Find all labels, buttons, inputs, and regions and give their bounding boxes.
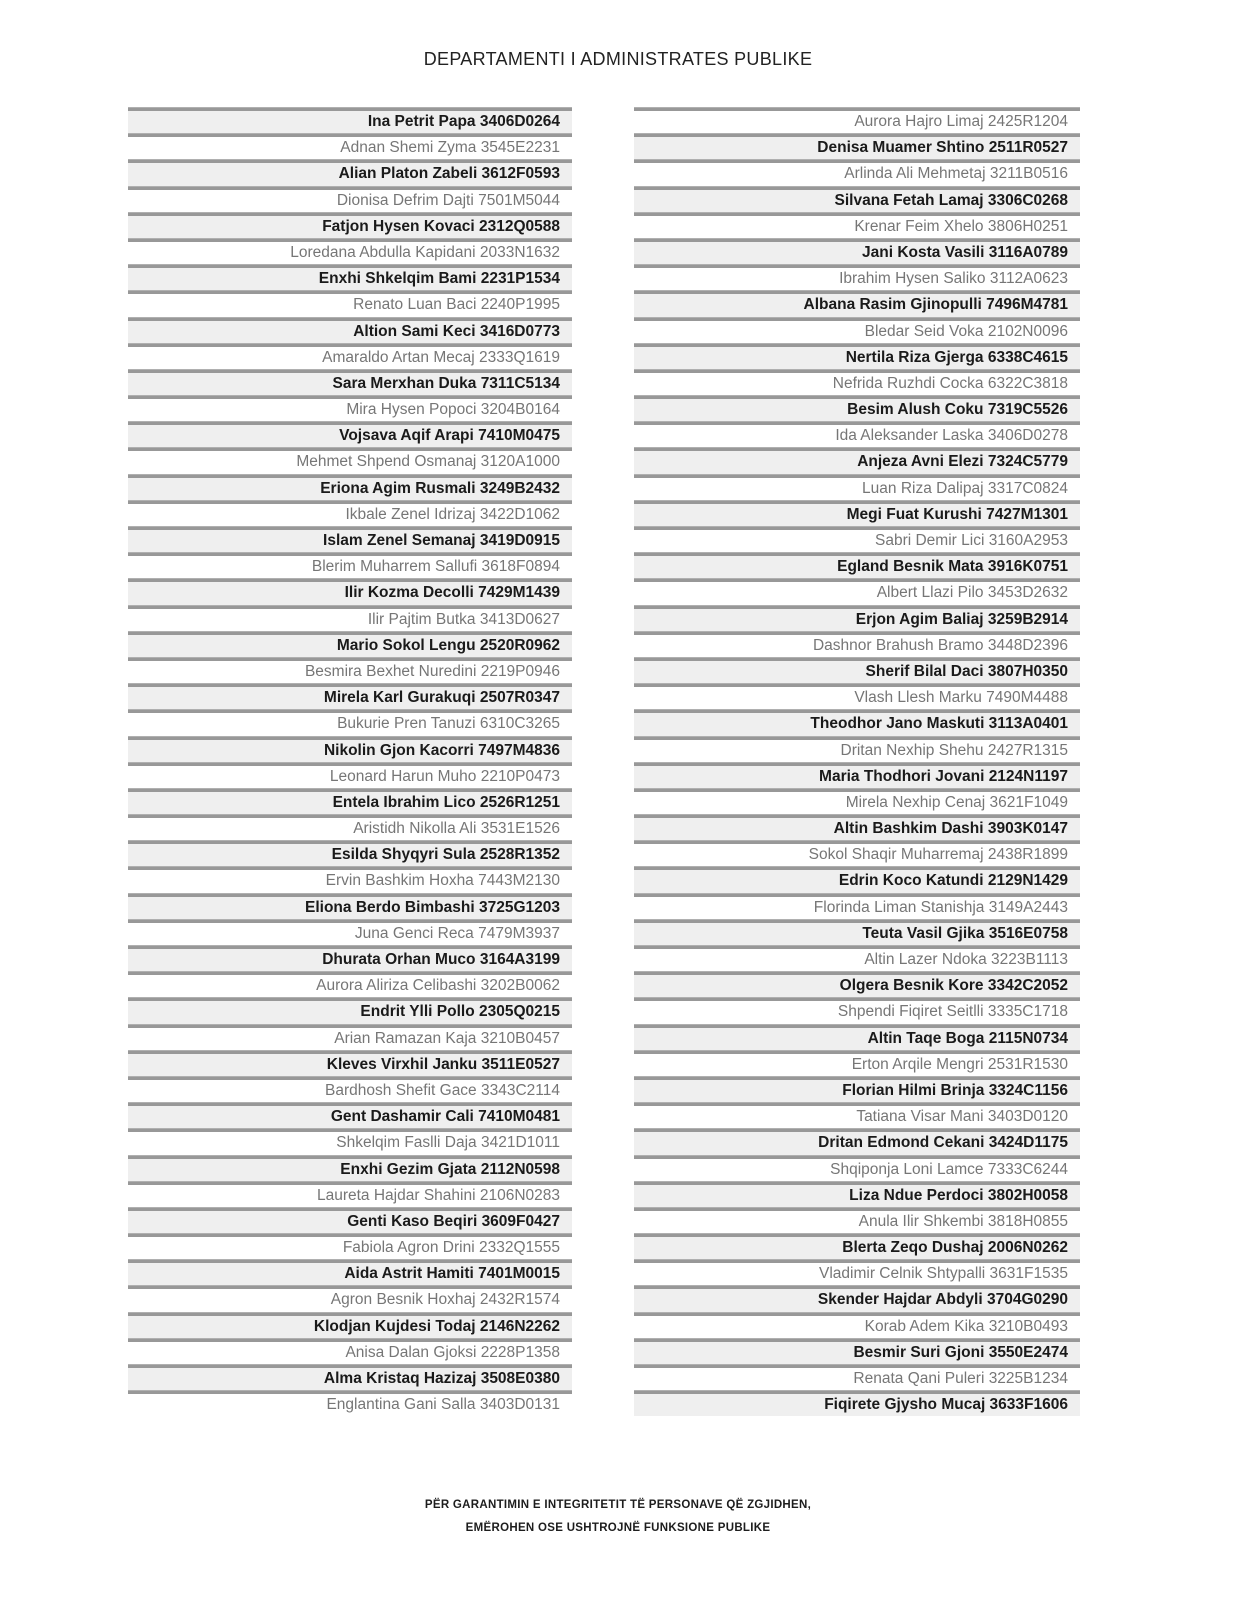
- list-item: Florinda Liman Stanishja 3149A2443: [634, 893, 1080, 919]
- list-item: Besim Alush Coku 7319C5526: [634, 395, 1080, 421]
- list-item: Vlash Llesh Marku 7490M4488: [634, 683, 1080, 709]
- list-item: Ilir Pajtim Butka 3413D0627: [128, 605, 572, 631]
- list-item: Arlinda Ali Mehmetaj 3211B0516: [634, 159, 1080, 185]
- list-item: Jani Kosta Vasili 3116A0789: [634, 238, 1080, 264]
- list-item: Dashnor Brahush Bramo 3448D2396: [634, 631, 1080, 657]
- list-item: Korab Adem Kika 3210B0493: [634, 1312, 1080, 1338]
- list-item: Altin Lazer Ndoka 3223B1113: [634, 945, 1080, 971]
- list-item: Ilir Kozma Decolli 7429M1439: [128, 578, 572, 604]
- list-item: Skender Hajdar Abdyli 3704G0290: [634, 1285, 1080, 1311]
- list-item: Dritan Edmond Cekani 3424D1175: [634, 1128, 1080, 1154]
- list-item: Mirela Karl Gurakuqi 2507R0347: [128, 683, 572, 709]
- list-item: Albana Rasim Gjinopulli 7496M4781: [634, 290, 1080, 316]
- footer-line-1: PËR GARANTIMIN E INTEGRITETIT TË PERSONAVE QË ZGJIDHEN,: [424, 1499, 812, 1511]
- list-item: Edrin Koco Katundi 2129N1429: [634, 866, 1080, 892]
- list-item: Teuta Vasil Gjika 3516E0758: [634, 919, 1080, 945]
- list-item: Luan Riza Dalipaj 3317C0824: [634, 474, 1080, 500]
- list-item: Ervin Bashkim Hoxha 7443M2130: [128, 866, 572, 892]
- list-item: Ina Petrit Papa 3406D0264: [128, 107, 572, 133]
- list-item: Nertila Riza Gjerga 6338C4615: [634, 343, 1080, 369]
- list-item: Gent Dashamir Cali 7410M0481: [128, 1102, 572, 1128]
- list-item: Blerta Zeqo Dushaj 2006N0262: [634, 1233, 1080, 1259]
- list-item: Anisa Dalan Gjoksi 2228P1358: [128, 1338, 572, 1364]
- list-item: Ibrahim Hysen Saliko 3112A0623: [634, 264, 1080, 290]
- list-item: Theodhor Jano Maskuti 3113A0401: [634, 709, 1080, 735]
- list-item: Mehmet Shpend Osmanaj 3120A1000: [128, 447, 572, 473]
- list-item: Amaraldo Artan Mecaj 2333Q1619: [128, 343, 572, 369]
- roster-column-right: [634, 107, 1080, 1416]
- list-item: Megi Fuat Kurushi 7427M1301: [634, 500, 1080, 526]
- list-item: Islam Zenel Semanaj 3419D0915: [128, 526, 572, 552]
- list-item: Aida Astrit Hamiti 7401M0015: [128, 1259, 572, 1285]
- list-item: Blerim Muharrem Sallufi 3618F0894: [128, 552, 572, 578]
- list-item: Tatiana Visar Mani 3403D0120: [634, 1102, 1080, 1128]
- list-item: Egland Besnik Mata 3916K0751: [634, 552, 1080, 578]
- page-footer: [0, 1494, 1236, 1540]
- list-item: Anula Ilir Shkembi 3818H0855: [634, 1207, 1080, 1233]
- list-item: Mirela Nexhip Cenaj 3621F1049: [634, 788, 1080, 814]
- list-item: Nikolin Gjon Kacorri 7497M4836: [128, 736, 572, 762]
- list-item: Arian Ramazan Kaja 3210B0457: [128, 1024, 572, 1050]
- list-item: Sokol Shaqir Muharremaj 2438R1899: [634, 840, 1080, 866]
- list-item: Besmir Suri Gjoni 3550E2474: [634, 1338, 1080, 1364]
- list-item: Sherif Bilal Daci 3807H0350: [634, 657, 1080, 683]
- list-item: Dhurata Orhan Muco 3164A3199: [128, 945, 572, 971]
- list-item: Vojsava Aqif Arapi 7410M0475: [128, 421, 572, 447]
- list-item: Dritan Nexhip Shehu 2427R1315: [634, 736, 1080, 762]
- list-item: Ida Aleksander Laska 3406D0278: [634, 421, 1080, 447]
- list-item: Krenar Feim Xhelo 3806H0251: [634, 212, 1080, 238]
- list-item: Albert Llazi Pilo 3453D2632: [634, 578, 1080, 604]
- list-item: Erton Arqile Mengri 2531R1530: [634, 1050, 1080, 1076]
- list-item: Klodjan Kujdesi Todaj 2146N2262: [128, 1312, 572, 1338]
- list-item: Denisa Muamer Shtino 2511R0527: [634, 133, 1080, 159]
- list-item: Vladimir Celnik Shtypalli 3631F1535: [634, 1259, 1080, 1285]
- list-item: Sabri Demir Lici 3160A2953: [634, 526, 1080, 552]
- list-item: Renata Qani Puleri 3225B1234: [634, 1364, 1080, 1390]
- list-item: Mira Hysen Popoci 3204B0164: [128, 395, 572, 421]
- list-item: Dionisa Defrim Dajti 7501M5044: [128, 186, 572, 212]
- list-item: Aristidh Nikolla Ali 3531E1526: [128, 814, 572, 840]
- list-item: Altion Sami Keci 3416D0773: [128, 317, 572, 343]
- list-item: Mario Sokol Lengu 2520R0962: [128, 631, 572, 657]
- roster: [128, 107, 1080, 1416]
- list-item: Entela Ibrahim Lico 2526R1251: [128, 788, 572, 814]
- list-item: Laureta Hajdar Shahini 2106N0283: [128, 1181, 572, 1207]
- list-item: Anjeza Avni Elezi 7324C5779: [634, 447, 1080, 473]
- list-item: Renato Luan Baci 2240P1995: [128, 290, 572, 316]
- list-item: Alian Platon Zabeli 3612F0593: [128, 159, 572, 185]
- list-item: Altin Bashkim Dashi 3903K0147: [634, 814, 1080, 840]
- list-item: Maria Thodhori Jovani 2124N1197: [634, 762, 1080, 788]
- list-item: Enxhi Shkelqim Bami 2231P1534: [128, 264, 572, 290]
- list-item: Fiqirete Gjysho Mucaj 3633F1606: [634, 1390, 1080, 1416]
- list-item: Enxhi Gezim Gjata 2112N0598: [128, 1155, 572, 1181]
- list-item: Juna Genci Reca 7479M3937: [128, 919, 572, 945]
- list-item: Esilda Shyqyri Sula 2528R1352: [128, 840, 572, 866]
- list-item: Endrit Ylli Pollo 2305Q0215: [128, 997, 572, 1023]
- list-item: Kleves Virxhil Janku 3511E0527: [128, 1050, 572, 1076]
- list-item: Loredana Abdulla Kapidani 2033N1632: [128, 238, 572, 264]
- list-item: Silvana Fetah Lamaj 3306C0268: [634, 186, 1080, 212]
- page-title: DEPARTAMENTI I ADMINISTRATES PUBLIKE: [423, 49, 813, 69]
- list-item: Besmira Bexhet Nuredini 2219P0946: [128, 657, 572, 683]
- list-item: Florian Hilmi Brinja 3324C1156: [634, 1076, 1080, 1102]
- list-item: Bukurie Pren Tanuzi 6310C3265: [128, 709, 572, 735]
- list-item: Leonard Harun Muho 2210P0473: [128, 762, 572, 788]
- list-item: Shqiponja Loni Lamce 7333C6244: [634, 1155, 1080, 1181]
- list-item: Alma Kristaq Hazizaj 3508E0380: [128, 1364, 572, 1390]
- list-item: Nefrida Ruzhdi Cocka 6322C3818: [634, 369, 1080, 395]
- list-item: Sara Merxhan Duka 7311C5134: [128, 369, 572, 395]
- list-item: Eliona Berdo Bimbashi 3725G1203: [128, 893, 572, 919]
- list-item: Bledar Seid Voka 2102N0096: [634, 317, 1080, 343]
- roster-column-left: [128, 107, 572, 1416]
- list-item: Shpendi Fiqiret Seitlli 3335C1718: [634, 997, 1080, 1023]
- list-item: Aurora Hajro Limaj 2425R1204: [634, 107, 1080, 133]
- list-item: Adnan Shemi Zyma 3545E2231: [128, 133, 572, 159]
- list-item: Aurora Aliriza Celibashi 3202B0062: [128, 971, 572, 997]
- list-item: Eriona Agim Rusmali 3249B2432: [128, 474, 572, 500]
- list-item: Olgera Besnik Kore 3342C2052: [634, 971, 1080, 997]
- list-item: Englantina Gani Salla 3403D0131: [128, 1390, 572, 1416]
- list-item: Shkelqim Faslli Daja 3421D1011: [128, 1128, 572, 1154]
- list-item: Altin Taqe Boga 2115N0734: [634, 1024, 1080, 1050]
- list-item: Bardhosh Shefit Gace 3343C2114: [128, 1076, 572, 1102]
- list-item: Fatjon Hysen Kovaci 2312Q0588: [128, 212, 572, 238]
- list-item: Fabiola Agron Drini 2332Q1555: [128, 1233, 572, 1259]
- list-item: Erjon Agim Baliaj 3259B2914: [634, 605, 1080, 631]
- footer-line-2: EMËROHEN OSE USHTROJNË FUNKSIONE PUBLIKE: [465, 1522, 771, 1534]
- list-item: Agron Besnik Hoxhaj 2432R1574: [128, 1285, 572, 1311]
- list-item: Genti Kaso Beqiri 3609F0427: [128, 1207, 572, 1233]
- list-item: Liza Ndue Perdoci 3802H0058: [634, 1181, 1080, 1207]
- list-item: Ikbale Zenel Idrizaj 3422D1062: [128, 500, 572, 526]
